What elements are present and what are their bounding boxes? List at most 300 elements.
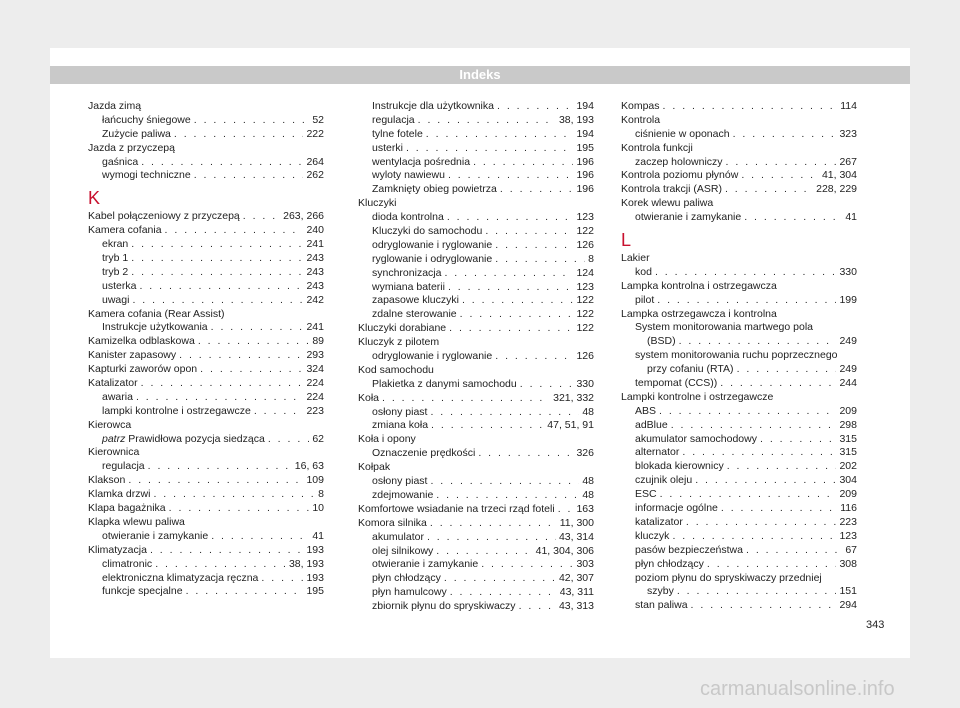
index-entry[interactable] — [88, 363, 324, 377]
entry-term: Lampka ostrzegawcza i kontrolna — [621, 307, 777, 320]
index-subentry[interactable] — [358, 350, 594, 364]
index-subentry[interactable] — [88, 460, 324, 474]
dot-leader — [427, 531, 556, 545]
entry-page-ref[interactable]: 123 — [839, 529, 857, 542]
index-subentry[interactable] — [621, 377, 857, 391]
index-entry[interactable] — [88, 474, 324, 488]
entry-page-ref[interactable]: 48 — [582, 475, 594, 488]
index-subentry[interactable] — [358, 281, 594, 295]
entry-term: Kabel połączeniowy z przyczepą — [88, 210, 240, 223]
dot-leader — [462, 294, 574, 308]
entry-page-ref[interactable]: 323 — [839, 127, 857, 140]
index-entry[interactable] — [621, 252, 857, 266]
index-subentry[interactable] — [88, 585, 324, 599]
dot-leader — [746, 544, 842, 558]
index-subentry[interactable] — [621, 599, 857, 613]
entry-page-ref[interactable]: 123 — [576, 211, 594, 224]
entry-page-ref[interactable]: 249 — [839, 335, 857, 348]
dot-leader — [677, 585, 837, 599]
index-letter-heading: K — [88, 188, 101, 209]
entry-term: tempomat (CCS)) — [635, 377, 718, 390]
entry-term: osłony piast — [372, 475, 428, 488]
entry-term: tylne fotele — [372, 127, 423, 140]
entry-term: ESC — [635, 488, 657, 501]
dot-leader — [194, 114, 310, 128]
dot-leader — [478, 447, 573, 461]
entry-page-ref[interactable]: 222 — [306, 127, 324, 140]
index-subentry[interactable] — [621, 488, 857, 502]
entry-page-ref[interactable]: 16, 63 — [294, 460, 324, 473]
index-subentry[interactable] — [621, 502, 857, 516]
index-subentry[interactable] — [358, 558, 594, 572]
index-entry[interactable] — [88, 100, 324, 114]
entry-page-ref[interactable]: 109 — [306, 474, 324, 487]
entry-term: odryglowanie i ryglowanie — [372, 350, 493, 363]
entry-page-ref[interactable]: 151 — [839, 585, 857, 598]
entry-term: Instrukcje dla użytkownika — [372, 100, 494, 112]
entry-term: płyn chłodzący — [635, 557, 704, 570]
entry-page-ref[interactable]: 202 — [839, 460, 857, 473]
index-entry[interactable] — [88, 224, 324, 238]
entry-term: pilot — [635, 293, 655, 306]
entry-page-ref[interactable]: 241 — [306, 321, 324, 334]
index-subentry[interactable] — [358, 489, 594, 503]
index-entry[interactable] — [88, 335, 324, 349]
index-entry[interactable] — [358, 364, 594, 378]
entry-page-ref[interactable]: 224 — [306, 390, 324, 403]
index-entry[interactable] — [358, 433, 594, 447]
entry-page-ref[interactable]: 122 — [576, 294, 594, 307]
index-subentry[interactable] — [358, 114, 594, 128]
entry-term: zbiornik płynu do spryskiwaczy — [372, 600, 516, 613]
entry-term: funkcje specjalne — [102, 585, 183, 598]
index-subentry[interactable] — [621, 363, 857, 377]
index-subentry[interactable] — [358, 475, 594, 489]
entry-page-ref[interactable]: 47, 51, 91 — [547, 419, 594, 432]
entry-page-ref[interactable]: 163 — [576, 502, 594, 515]
entry-term: lampki kontrolne i ostrzegawcze — [102, 404, 251, 417]
entry-page-ref[interactable]: 303 — [576, 558, 594, 571]
index-entry[interactable] — [88, 308, 324, 322]
entry-term: Kontrola trakcji (ASR) — [621, 183, 722, 196]
index-subentry[interactable] — [88, 114, 324, 128]
dot-leader — [186, 585, 304, 599]
index-subentry[interactable] — [88, 433, 324, 447]
entry-page-ref[interactable]: 122 — [576, 322, 594, 335]
entry-page-ref[interactable]: 38, 193 — [558, 113, 594, 126]
dot-leader — [406, 142, 574, 156]
index-subentry[interactable] — [88, 572, 324, 586]
entry-page-ref[interactable]: 123 — [576, 280, 594, 293]
watermark: carmanualsonline.info — [700, 678, 895, 700]
index-subentry[interactable] — [358, 169, 594, 183]
index-subentry[interactable] — [358, 142, 594, 156]
index-entry[interactable] — [621, 197, 857, 211]
entry-term: otwieranie i zamykanie — [372, 558, 479, 571]
entry-term: przy cofaniu (RTA) — [647, 363, 734, 376]
entry-term: Kołpak — [358, 461, 391, 474]
entry-page-ref[interactable]: 267 — [839, 155, 857, 168]
index-subentry[interactable] — [358, 545, 594, 559]
entry-page-ref[interactable]: 38, 193 — [288, 557, 324, 570]
entry-page-ref[interactable]: 293 — [306, 349, 324, 362]
entry-page-ref[interactable]: 224 — [306, 377, 324, 390]
entry-page-ref[interactable]: 223 — [839, 515, 857, 528]
index-subentry[interactable] — [358, 572, 594, 586]
index-subentry[interactable] — [358, 239, 594, 253]
entry-page-ref[interactable]: 243 — [306, 265, 324, 278]
entry-page-ref[interactable]: 41, 304, 306 — [535, 544, 594, 557]
index-subentry[interactable] — [358, 211, 594, 225]
entry-page-ref[interactable]: 263, 266 — [283, 210, 324, 223]
entry-page-ref[interactable]: 41 — [845, 211, 857, 224]
index-subentry[interactable] — [621, 474, 857, 488]
index-entry[interactable] — [88, 544, 324, 558]
entry-page-ref[interactable]: 196 — [576, 183, 594, 196]
index-entry[interactable] — [88, 142, 324, 156]
entry-term: Klapka wlewu paliwa — [88, 515, 185, 528]
index-entry[interactable] — [358, 461, 594, 475]
index-entry[interactable] — [88, 419, 324, 433]
index-subentry[interactable] — [358, 600, 594, 614]
dot-leader — [682, 446, 836, 460]
entry-page-ref[interactable]: 193 — [306, 543, 324, 556]
entry-term: stan paliwa — [635, 599, 688, 612]
entry-term: zdalne sterowanie — [372, 308, 457, 321]
entry-page-ref[interactable]: 240 — [306, 224, 324, 237]
entry-page-ref[interactable]: 62 — [312, 432, 324, 445]
index-subentry[interactable] — [621, 419, 857, 433]
entry-term: Instrukcje użytkowania — [102, 321, 208, 334]
entry-page-ref[interactable]: 194 — [576, 127, 594, 140]
entry-page-ref[interactable]: 330 — [839, 265, 857, 278]
dot-leader — [520, 378, 574, 392]
entry-term: elektroniczna klimatyzacja ręczna — [102, 571, 259, 584]
entry-page-ref[interactable]: 11, 300 — [559, 516, 594, 529]
entry-term: Kamera cofania (Rear Assist) — [88, 307, 225, 320]
dot-leader — [450, 586, 557, 600]
entry-term: system monitorowania ruchu poprzecznego — [635, 349, 838, 362]
entry-term: osłony piast — [372, 405, 428, 418]
dot-leader — [131, 266, 303, 280]
dot-leader — [519, 600, 556, 614]
entry-page-ref[interactable]: 126 — [576, 238, 594, 251]
entry-page-ref[interactable]: 249 — [839, 363, 857, 376]
entry-page-ref[interactable]: 196 — [576, 169, 594, 182]
entry-term: ekran — [102, 238, 129, 251]
index-entry[interactable] — [88, 516, 324, 530]
entry-page-ref[interactable]: 195 — [306, 585, 324, 598]
entry-page-ref[interactable]: 124 — [576, 266, 594, 279]
index-entry[interactable] — [88, 377, 324, 391]
entry-term: climatronic — [102, 557, 153, 570]
index-subentry[interactable] — [358, 253, 594, 267]
dot-leader — [671, 419, 837, 433]
index-subentry[interactable] — [621, 321, 857, 335]
index-subentry[interactable] — [621, 530, 857, 544]
entry-page-ref[interactable]: 48 — [582, 488, 594, 501]
dot-leader — [165, 224, 304, 238]
index-subentry[interactable] — [88, 294, 324, 308]
entry-term: ABS — [635, 404, 657, 417]
index-entry[interactable] — [88, 349, 324, 363]
entry-term: Koła i opony — [358, 433, 416, 446]
entry-page-ref[interactable]: 52 — [312, 113, 324, 126]
entry-term: Kierowca — [88, 418, 132, 431]
dot-leader — [430, 475, 579, 489]
dot-leader — [436, 545, 532, 559]
index-subentry[interactable] — [621, 516, 857, 530]
index-subentry[interactable] — [358, 447, 594, 461]
index-subentry[interactable] — [358, 294, 594, 308]
entry-page-ref[interactable]: 89 — [312, 335, 324, 348]
entry-page-ref[interactable]: 8 — [588, 252, 594, 265]
dot-leader — [500, 183, 574, 197]
dot-leader — [132, 294, 303, 308]
entry-term: Katalizator — [88, 377, 138, 390]
index-subentry[interactable] — [621, 294, 857, 308]
dot-leader — [169, 502, 310, 516]
index-entry[interactable] — [621, 142, 857, 156]
entry-term: olej silnikowy — [372, 544, 434, 557]
entry-page-ref[interactable]: 42, 307 — [558, 572, 594, 585]
index-entry[interactable] — [621, 100, 857, 114]
entry-page-ref[interactable]: 48 — [582, 405, 594, 418]
index-subentry[interactable] — [621, 405, 857, 419]
index-subentry[interactable] — [621, 558, 857, 572]
entry-term: Komora silnika — [358, 516, 427, 529]
entry-page-ref[interactable]: 321, 332 — [553, 391, 594, 404]
dot-leader — [733, 128, 837, 142]
entry-page-ref[interactable]: 199 — [839, 293, 857, 306]
index-subentry[interactable] — [358, 406, 594, 420]
dot-leader — [141, 377, 304, 391]
index-subentry[interactable] — [621, 349, 857, 363]
index-subentry[interactable] — [621, 211, 857, 225]
dot-leader — [659, 405, 836, 419]
index-entry[interactable] — [621, 391, 857, 405]
entry-page-ref[interactable]: 242 — [306, 293, 324, 306]
entry-term: Lakier — [621, 252, 650, 265]
index-entry[interactable] — [88, 210, 324, 224]
entry-term: Kod samochodu — [358, 363, 434, 376]
index-subentry[interactable] — [88, 530, 324, 544]
dot-leader — [481, 558, 573, 572]
entry-term: poziom płynu do spryskiwaczy przedniej — [635, 571, 822, 584]
index-entry[interactable] — [621, 183, 857, 197]
dot-leader — [426, 128, 574, 142]
index-subentry[interactable] — [88, 321, 324, 335]
entry-term: kod — [635, 265, 652, 278]
entry-term: Zamknięty obieg powietrza — [372, 183, 497, 196]
entry-page-ref[interactable]: 330 — [576, 377, 594, 390]
dot-leader — [448, 169, 574, 183]
entry-page-ref[interactable]: 264 — [306, 155, 324, 168]
entry-term: Korek wlewu paliwa — [621, 197, 714, 210]
index-subentry[interactable] — [621, 585, 857, 599]
dot-leader — [194, 169, 304, 183]
index-subentry[interactable] — [88, 238, 324, 252]
dot-leader — [141, 156, 303, 170]
entry-page-ref[interactable]: 304 — [839, 474, 857, 487]
entry-page-ref[interactable]: 244 — [839, 377, 857, 390]
entry-term: Kluczyki — [358, 197, 397, 210]
entry-page-ref[interactable]: 209 — [839, 404, 857, 417]
entry-page-ref[interactable]: 223 — [306, 404, 324, 417]
index-subentry[interactable] — [621, 460, 857, 474]
dot-leader — [655, 266, 837, 280]
index-subentry[interactable] — [358, 183, 594, 197]
dot-leader — [200, 363, 303, 377]
entry-page-ref[interactable]: 43, 311 — [559, 586, 594, 599]
index-subentry[interactable] — [621, 446, 857, 460]
index-entry[interactable] — [88, 502, 324, 516]
index-entry[interactable] — [358, 503, 594, 517]
entry-page-ref[interactable]: 10 — [312, 502, 324, 515]
entry-page-ref[interactable]: 294 — [839, 599, 857, 612]
entry-term: (BSD) — [647, 335, 676, 348]
entry-page-ref[interactable]: 126 — [576, 350, 594, 363]
entry-page-ref[interactable]: 194 — [576, 100, 594, 112]
entry-page-ref[interactable]: 195 — [576, 141, 594, 154]
index-subentry[interactable] — [358, 531, 594, 545]
entry-term: Kierownica — [88, 446, 140, 459]
entry-page-ref[interactable]: 241 — [306, 238, 324, 251]
index-entry[interactable] — [88, 446, 324, 460]
index-subentry[interactable] — [88, 128, 324, 142]
entry-term: wyloty nawiewu — [372, 169, 445, 182]
entry-page-ref[interactable]: 308 — [839, 557, 857, 570]
entry-page-ref[interactable]: 209 — [839, 488, 857, 501]
entry-term: Klimatyzacja — [88, 543, 147, 556]
entry-term: szyby — [647, 585, 674, 598]
index-subentry[interactable] — [621, 266, 857, 280]
entry-page-ref[interactable]: 8 — [318, 488, 324, 501]
dot-leader — [150, 544, 304, 558]
entry-term: Kompas — [621, 100, 660, 112]
index-subentry[interactable] — [88, 391, 324, 405]
index-subentry[interactable] — [621, 572, 857, 586]
index-entry[interactable] — [358, 197, 594, 211]
entry-page-ref[interactable]: 326 — [576, 447, 594, 460]
index-subentry[interactable] — [358, 100, 594, 114]
index-entry[interactable] — [358, 517, 594, 531]
entry-term: Klakson — [88, 474, 126, 487]
entry-page-ref[interactable]: 315 — [839, 432, 857, 445]
entry-page-ref[interactable]: 298 — [839, 418, 857, 431]
entry-page-ref[interactable]: 67 — [845, 543, 857, 556]
dot-leader — [139, 280, 303, 294]
entry-term: Kapturki zaworów opon — [88, 363, 198, 376]
entry-page-ref[interactable]: 41 — [312, 529, 324, 542]
index-subentry[interactable] — [621, 156, 857, 170]
index-subentry[interactable] — [358, 308, 594, 322]
index-entry[interactable] — [621, 169, 857, 183]
index-subentry[interactable] — [358, 128, 594, 142]
entry-page-ref[interactable]: 193 — [306, 571, 324, 584]
index-entry[interactable] — [621, 308, 857, 322]
entry-page-ref[interactable]: 324 — [306, 363, 324, 376]
dot-leader — [382, 392, 550, 406]
dot-leader — [744, 211, 842, 225]
entry-page-ref[interactable]: 122 — [576, 225, 594, 238]
page-number: 343 — [866, 619, 885, 631]
dot-leader — [449, 322, 573, 336]
entry-term: wymiana baterii — [372, 280, 445, 293]
index-subentry[interactable] — [621, 544, 857, 558]
entry-term: pasów bezpieczeństwa — [635, 543, 743, 556]
index-entry[interactable] — [358, 322, 594, 336]
entry-page-ref[interactable]: 43, 313 — [558, 600, 594, 613]
entry-page-ref[interactable]: 196 — [576, 155, 594, 168]
index-subentry[interactable] — [88, 169, 324, 183]
index-subentry[interactable] — [88, 280, 324, 294]
entry-term: Kanister zapasowy — [88, 349, 177, 362]
index-entry[interactable] — [88, 488, 324, 502]
index-subentry[interactable] — [358, 586, 594, 600]
index-subentry[interactable] — [621, 335, 857, 349]
entry-page-ref[interactable]: 43, 314 — [558, 530, 594, 543]
entry-page-ref[interactable]: 262 — [306, 169, 324, 182]
index-subentry[interactable] — [621, 433, 857, 447]
dot-leader — [155, 558, 286, 572]
dot-leader — [261, 572, 303, 586]
dot-leader — [131, 252, 303, 266]
entry-term: Koła — [358, 391, 380, 404]
dot-leader — [495, 350, 573, 364]
entry-page-ref[interactable]: 114 — [840, 100, 857, 112]
entry-term: dioda kontrolna — [372, 211, 444, 224]
index-subentry[interactable] — [88, 558, 324, 572]
index-entry[interactable] — [621, 280, 857, 294]
entry-term: Kamera cofania — [88, 224, 162, 237]
index-subentry[interactable] — [88, 252, 324, 266]
index-entry[interactable] — [358, 392, 594, 406]
entry-term: Oznaczenie prędkości — [372, 447, 476, 460]
entry-page-ref[interactable]: 315 — [839, 446, 857, 459]
entry-term: otwieranie i zamykanie — [635, 211, 742, 224]
entry-term: zmiana koła — [372, 419, 429, 432]
index-subentry[interactable] — [358, 378, 594, 392]
index-subentry[interactable] — [88, 156, 324, 170]
index-subentry[interactable] — [358, 156, 594, 170]
entry-term: System monitorowania martwego pola — [635, 321, 813, 334]
entry-page-ref[interactable]: 228, 229 — [816, 183, 857, 196]
index-subentry[interactable] — [358, 419, 594, 433]
entry-page-ref[interactable]: 243 — [306, 252, 324, 265]
index-subentry[interactable] — [358, 225, 594, 239]
entry-page-ref[interactable]: 41, 304 — [821, 169, 857, 182]
dot-leader — [657, 294, 836, 308]
dot-leader — [131, 238, 303, 252]
entry-term: zaczep holowniczy — [635, 155, 723, 168]
entry-page-ref[interactable]: 122 — [576, 308, 594, 321]
entry-term: Kontrola poziomu płynów — [621, 169, 739, 182]
entry-term: ciśnienie w oponach — [635, 127, 730, 140]
index-subentry[interactable] — [88, 266, 324, 280]
entry-term: ryglowanie i odryglowanie — [372, 252, 493, 265]
entry-term: płyn hamulcowy — [372, 586, 447, 599]
entry-page-ref[interactable]: 116 — [840, 502, 857, 515]
entry-page-ref[interactable]: 243 — [306, 279, 324, 292]
entry-term: tryb 1 — [102, 252, 129, 265]
index-subentry[interactable] — [88, 405, 324, 419]
index-subentry[interactable] — [621, 128, 857, 142]
index-entry[interactable] — [621, 114, 857, 128]
index-entry[interactable] — [358, 336, 594, 350]
index-subentry[interactable] — [358, 267, 594, 281]
entry-term: Lampki kontrolne i ostrzegawcze — [621, 390, 774, 403]
